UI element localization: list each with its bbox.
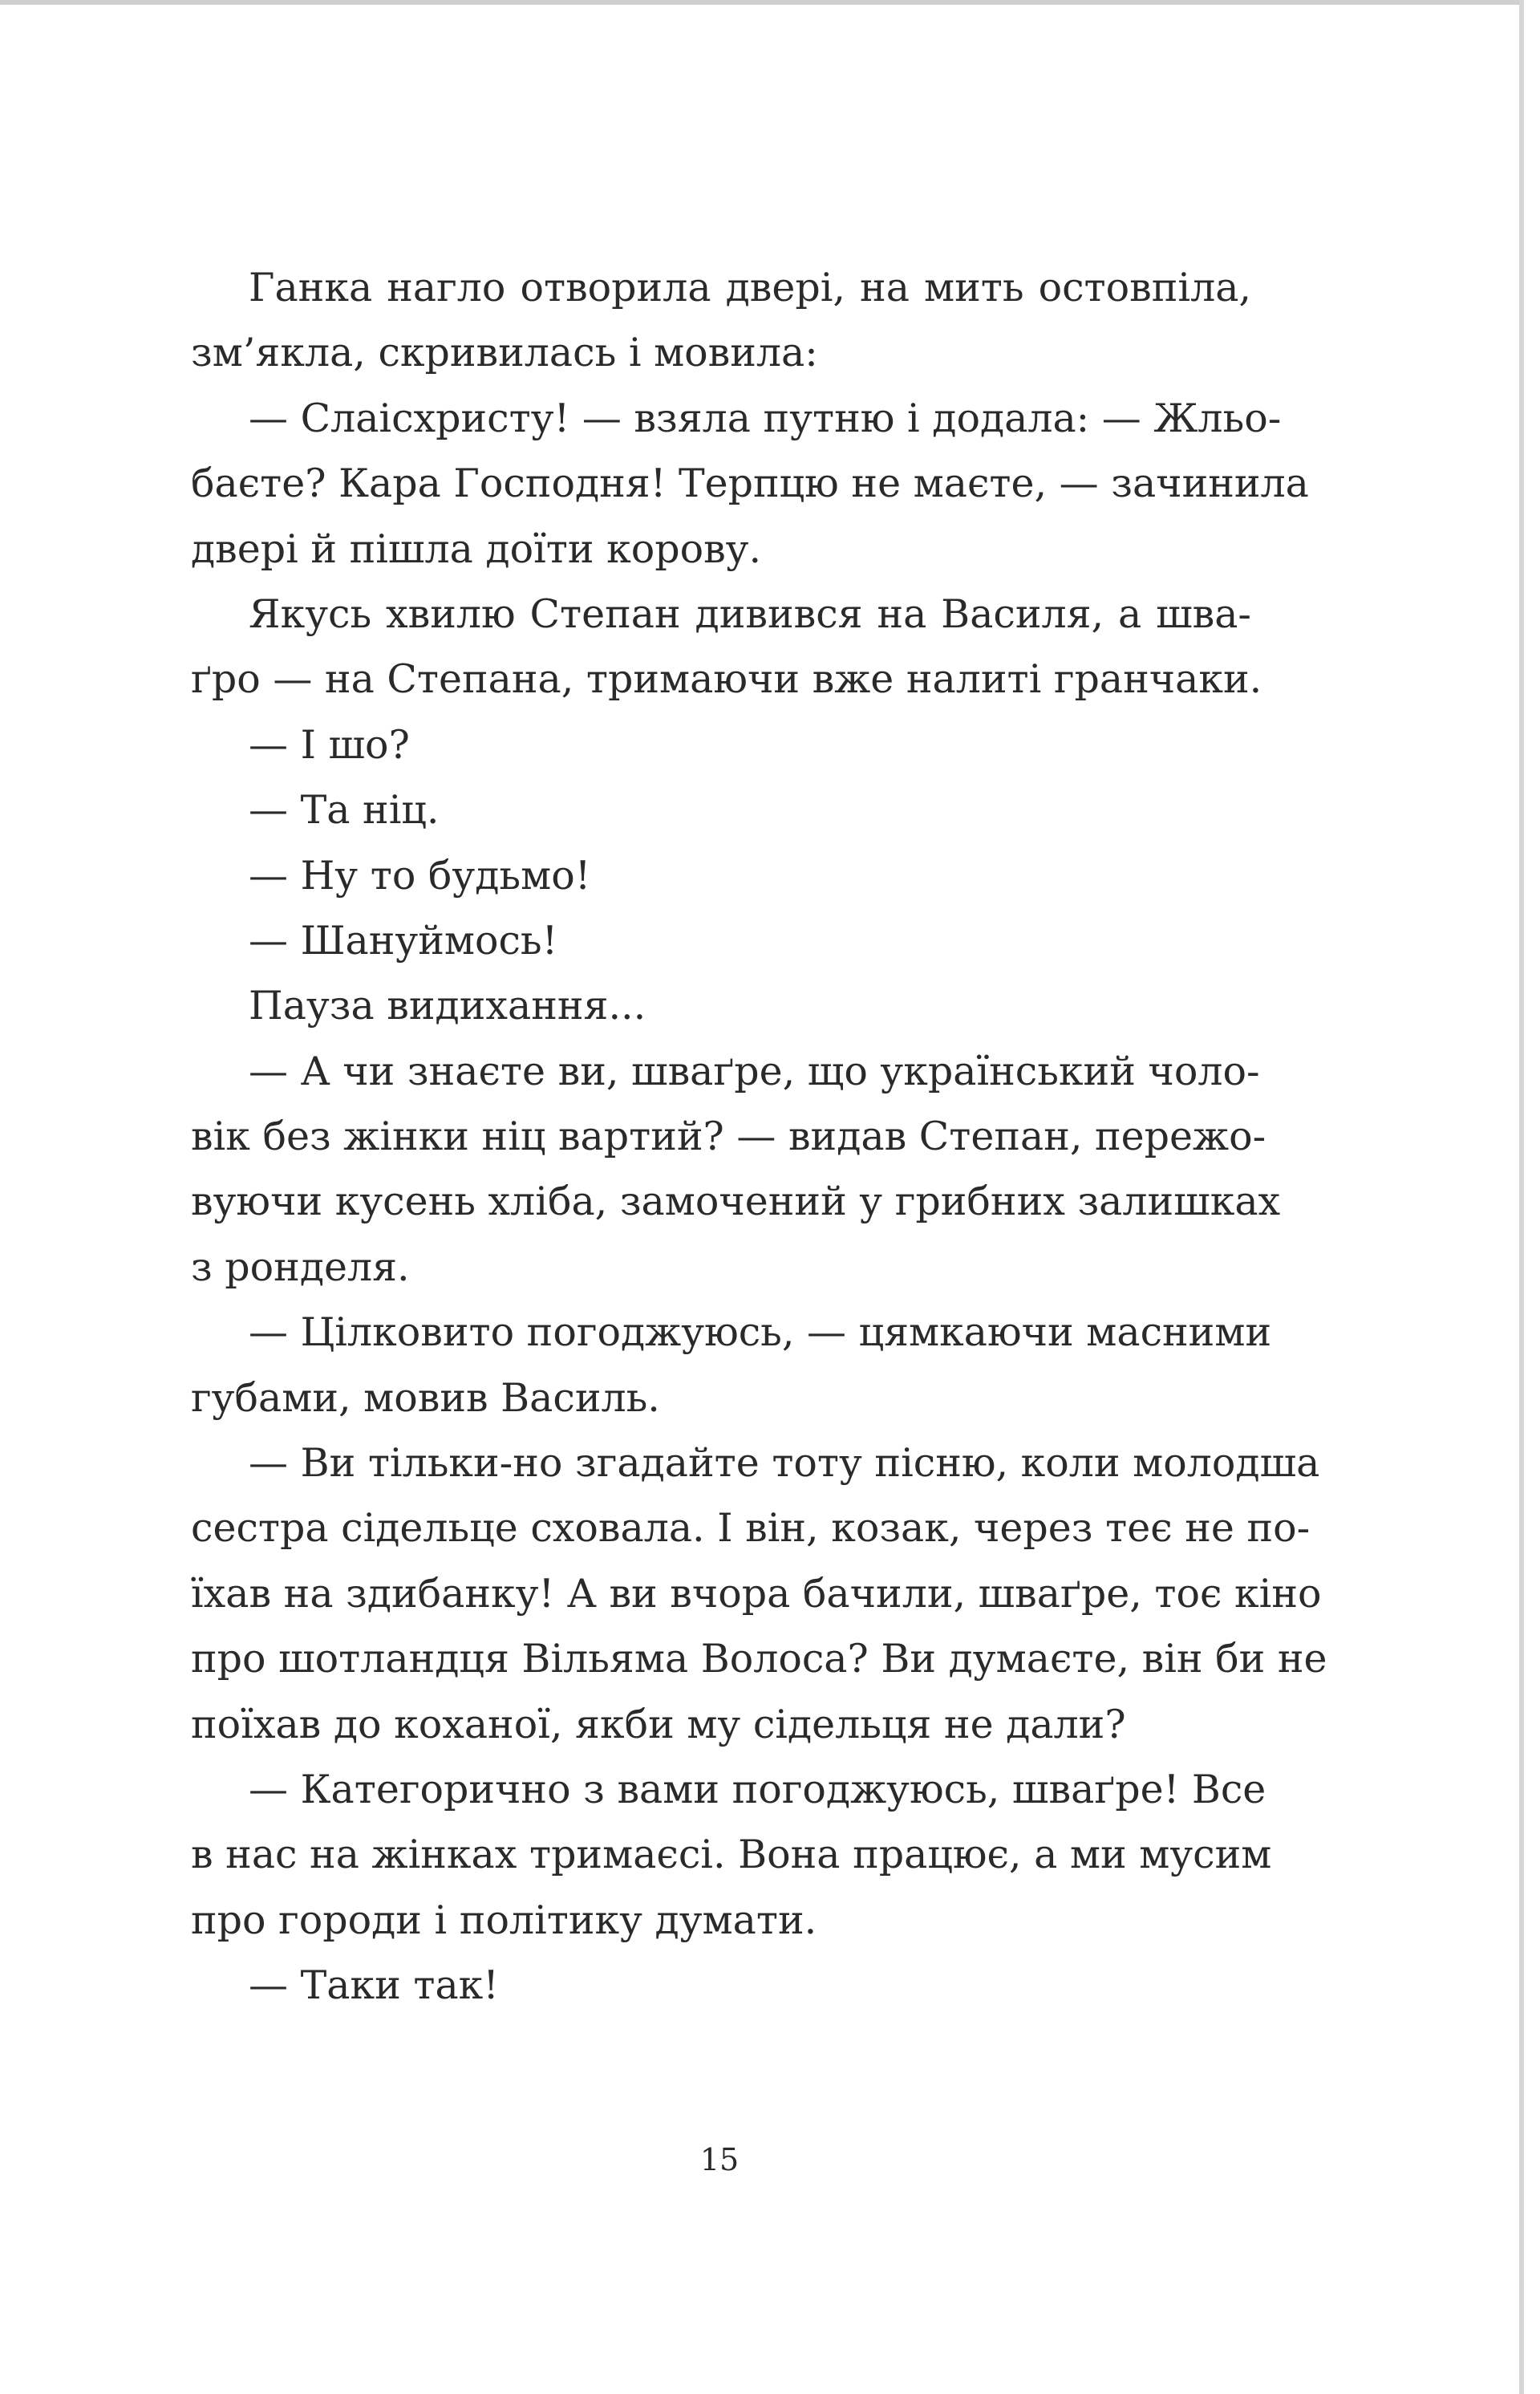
text-line: про шотландця Вільяма Волоса? Ви думаєте, він би не	[191, 1636, 1327, 1682]
text-line: вік без жінки ніц вартий? — видав Степан, пережо-	[191, 1114, 1266, 1160]
text-line: зм’якла, скривилась і мовила:	[191, 330, 818, 376]
text-line: Якусь хвилю Степан дивився на Василя, а шва-	[249, 590, 1251, 637]
text-line: — Та ніц.	[249, 787, 440, 834]
text-line: про городи і політику думати.	[191, 1897, 817, 1943]
page-right-edge	[1519, 0, 1524, 2394]
text-line: сестра сідельце сховала. І він, козак, через теє не по-	[191, 1505, 1311, 1552]
text-line: — І шо?	[249, 721, 410, 768]
text-line: їхав на здибанку! А ви вчора бачили, шваґре, тоє кіно	[191, 1570, 1322, 1617]
text-line: — Шануймось!	[249, 917, 558, 964]
text-line: Пауза видихання...	[249, 983, 646, 1029]
page-number: 15	[699, 2142, 740, 2177]
text-line: — Ну то будьмо!	[249, 852, 591, 899]
text-line: — Ви тільки-но згадайте тоту пісню, коли молодша	[249, 1440, 1320, 1487]
text-line: ґро — на Степана, тримаючи вже налиті гранчаки.	[191, 656, 1262, 703]
book-page-text	[191, 255, 1327, 2019]
text-line: вуючи кусень хліба, замочений у грибних залишках	[191, 1179, 1281, 1225]
text-line: — Категорично з вами погоджуюсь, шваґре! Все	[249, 1766, 1266, 1812]
text-line: — Цілковито погоджуюсь, — цямкаючи масними	[249, 1309, 1272, 1356]
text-line: губами, мовив Василь.	[191, 1374, 660, 1421]
text-line: двері й пішла доїти корову.	[191, 525, 762, 572]
text-line: — Слаісхристу! — взяла путню і додала: — Жльо-	[249, 395, 1282, 441]
text-line: — Таки так!	[249, 1962, 499, 2009]
page-top-edge	[0, 0, 1524, 5]
text-line: поїхав до коханої, якби му сідельця не дали?	[191, 1701, 1126, 1747]
text-line: — А чи знаєте ви, шваґре, що український чоло-	[249, 1048, 1260, 1094]
text-line: в нас на жінках тримаєсі. Вона працює, а ми мусим	[191, 1832, 1272, 1878]
text-line: Ганка нагло отворила двері, на мить остовпіла,	[249, 265, 1251, 310]
text-line: з ронделя.	[191, 1244, 410, 1290]
text-line: баєте? Кара Господня! Терпцю не маєте, — зачинила	[191, 461, 1309, 507]
